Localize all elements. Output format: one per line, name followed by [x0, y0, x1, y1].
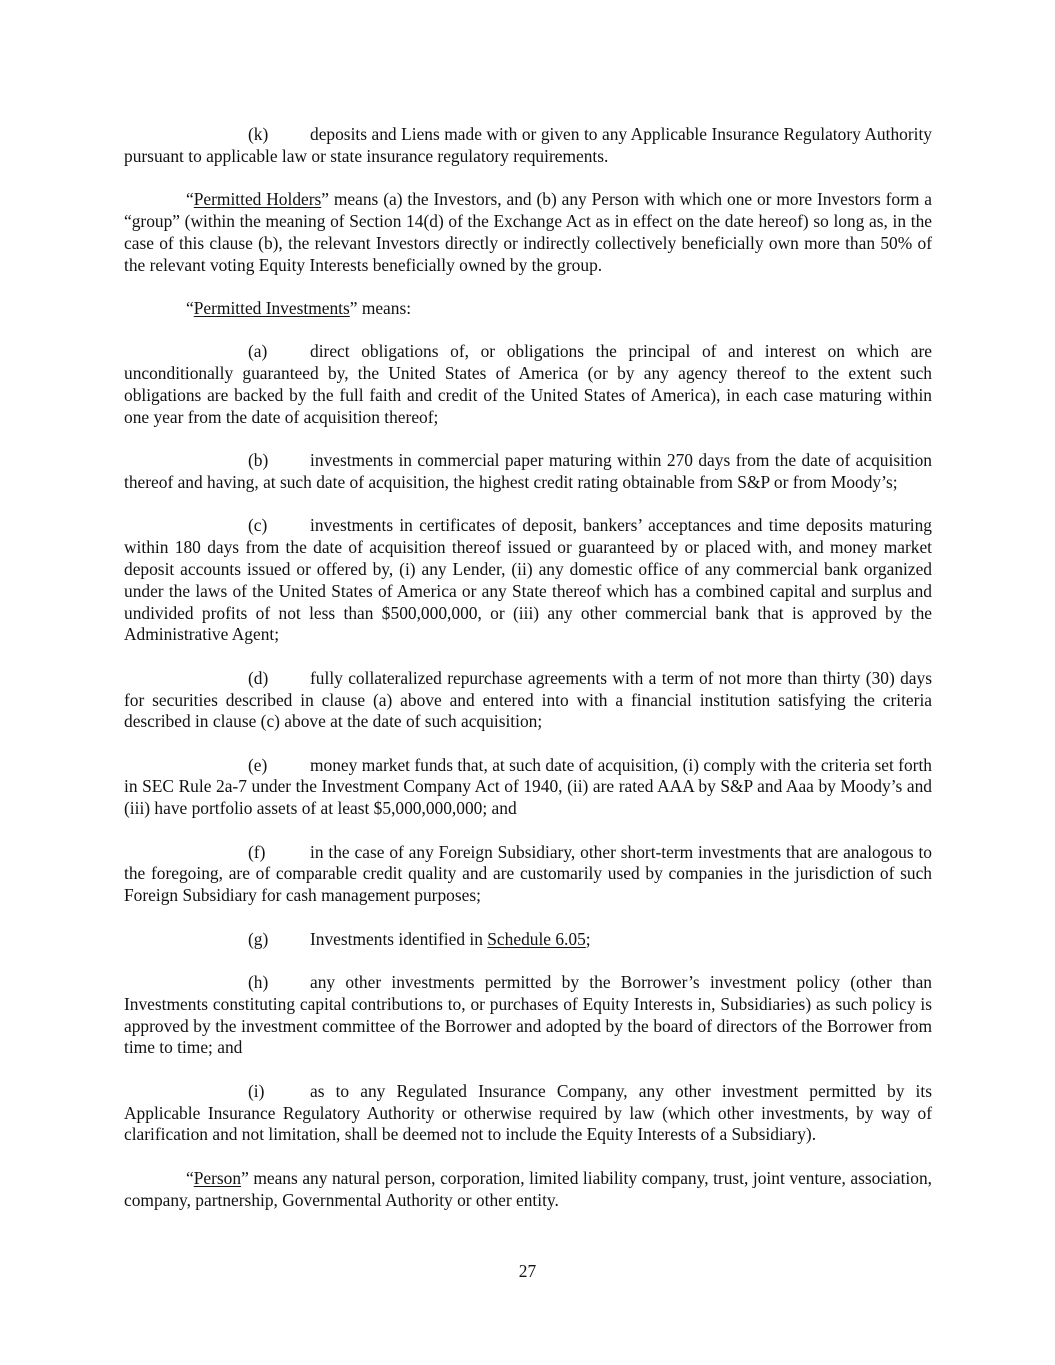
clause-text: Investments identified in	[310, 928, 488, 949]
clause-f	[124, 842, 932, 907]
definition-text: ” means:	[349, 297, 412, 318]
clause-label: (b)	[248, 450, 269, 471]
clause-g	[124, 929, 932, 951]
clause-text: in the case of any Foreign Subsidiary, other short-term investments that are analogous to the foregoing, are of comparable credit quality and are customarily used by companies in the jurisdiction of such Foreign Subsidiary for cash management purposes;	[124, 841, 932, 906]
clause-text: investments in commercial paper maturing within 270 days from the date of acquisition thereof and having, at such date of acquisition, the highest credit rating obtainable from S&P or from Moody’s;	[124, 450, 932, 492]
clause-label: (a)	[248, 341, 268, 362]
definition-permitted-holders	[124, 189, 932, 276]
open-quote: “	[186, 1167, 194, 1188]
clause-label: (k)	[248, 124, 269, 144]
definition-text: ” means any natural person, corporation, limited liability company, trust, joint venture, association, company, partnership, Governmental Authority or other entity.	[124, 1167, 932, 1210]
clause-k	[124, 124, 932, 168]
clause-b	[124, 450, 932, 494]
page-number: 27	[518, 1261, 537, 1281]
clause-text: direct obligations of, or obligations the principal of and interest on which are unconditionally guaranteed by, the United States of America (or by any agency thereof to the extent such obligations are backed by the full faith and credit of the United States of America), in each case maturing within one year from the date of acquisition thereof;	[124, 341, 932, 427]
clause-c	[124, 515, 932, 646]
open-quote: “	[186, 189, 194, 210]
clause-text: investments in certificates of deposit, bankers’ acceptances and time deposits maturing within 180 days from the date of acquisition thereof issued or guaranteed by or placed with, and money market deposit accounts issued or offered by, (i) any Lender, (ii) any domestic office of any commercial bank organized under the laws of the United States of America or any State thereof which has a combined capital and surplus and undivided profits of not less than $500,000,000, or (iii) any other commercial bank that is approved by the Administrative Agent;	[124, 515, 932, 645]
clause-label: (i)	[248, 1080, 265, 1101]
clause-d	[124, 668, 932, 733]
open-quote: “	[186, 297, 194, 318]
defined-term: Permitted Holders	[193, 189, 322, 210]
clause-label: (g)	[248, 928, 269, 949]
clause-a	[124, 341, 932, 428]
clause-h	[124, 972, 932, 1059]
schedule-reference: Schedule 6.05	[487, 928, 586, 949]
definition-permitted-investments	[124, 298, 932, 320]
document-body	[124, 124, 932, 1233]
clause-label: (d)	[248, 667, 269, 688]
clause-text-end: ;	[585, 928, 591, 949]
clause-text: as to any Regulated Insurance Company, any other investment permitted by its Applicable Insurance Regulatory Authority or otherwise required by law (which other investments, by way of clarification and not limitation, shall be deemed not to include the Equity Interests of a Subsidiary).	[124, 1080, 932, 1145]
clause-label: (f)	[248, 841, 266, 862]
clause-text: money market funds that, at such date of acquisition, (i) comply with the criteria set forth in SEC Rule 2a-7 under the Investment Company Act of 1940, (ii) are rated AAA by S&P and Aaa by Moody’s and (iii) have portfolio assets of at least $5,000,000,000; and	[124, 754, 932, 819]
clause-text: any other investments permitted by the Borrower’s investment policy (other than Investments constituting capital contributions to, or purchases of Equity Interests in, Subsidiaries) as such policy is approved by the investment committee of the Borrower and adopted by the board of directors of the Borrower from time to time; and	[124, 972, 932, 1058]
clause-label: (h)	[248, 972, 269, 993]
clause-i	[124, 1081, 932, 1146]
clause-e	[124, 755, 932, 820]
definition-text: ” means (a) the Investors, and (b) any Person with which one or more Investors form a “group” (within the meaning of Section 14(d) of the Exchange Act as in effect on the date hereof) so long as, in the case of this clause (b), the relevant Investors directly or indirectly collectively beneficially own more than 50% of the relevant voting Equity Interests beneficially owned by the group.	[124, 189, 933, 275]
clause-label: (e)	[248, 754, 268, 775]
clause-label: (c)	[248, 515, 268, 536]
definition-person	[124, 1168, 932, 1212]
defined-term: Person	[193, 1167, 242, 1188]
clause-text: fully collateralized repurchase agreements with a term of not more than thirty (30) days for securities described in clause (a) above and entered into with a financial institution satisfying the criteria described in clause (c) above at the date of such acquisition;	[124, 667, 932, 732]
clause-text: deposits and Liens made with or given to any Applicable Insurance Regulatory Authority pursuant to applicable law or state insurance regulatory requirements.	[124, 124, 932, 166]
defined-term: Permitted Investments	[193, 297, 350, 318]
